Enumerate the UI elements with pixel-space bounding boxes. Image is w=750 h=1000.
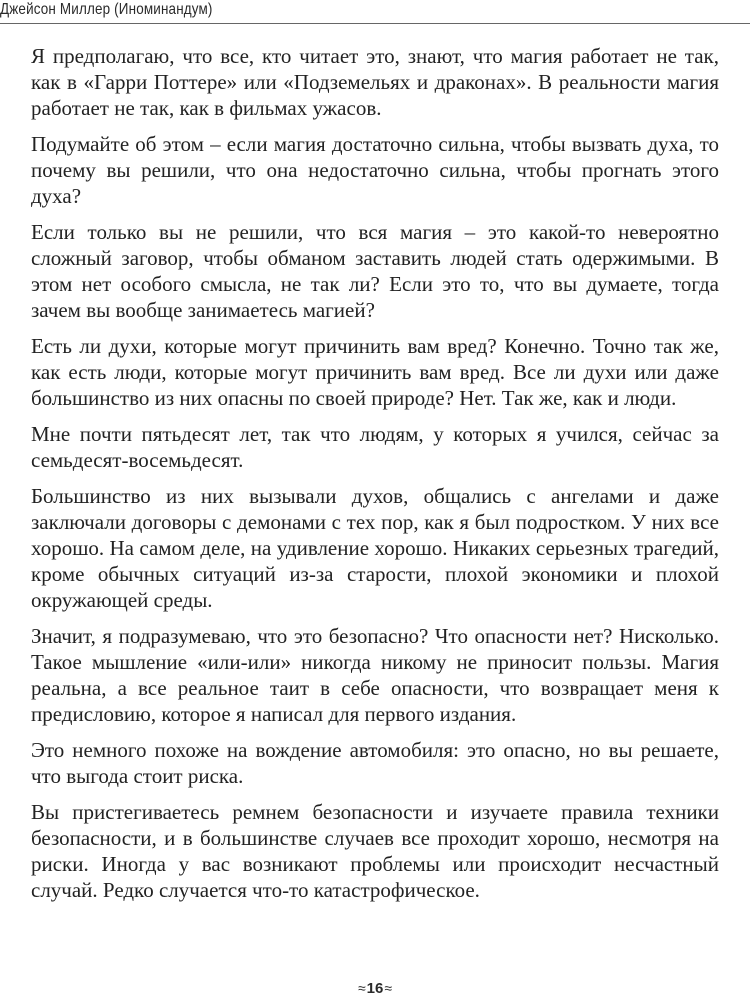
- body-text: [31, 43, 719, 913]
- running-header-title: Джейсон Миллер (Иноминандум): [0, 1, 213, 18]
- running-header: [0, 0, 750, 24]
- paragraph-3: Если только вы не решили, что вся магия – это какой-то невероятно сложный заговор, чтобы обманом заставить людей стать одержимыми. В этом нет особого смысла, не так ли? Если это то, что вы думаете, тогда зачем вы вообще занимаетесь магией?: [31, 220, 719, 322]
- page-number: 16: [366, 980, 384, 997]
- footer-ornament-right: ≈: [384, 980, 393, 996]
- paragraph-4: Есть ли духи, которые могут причинить вам вред? Конечно. Точно так же, как есть люди, которые могут причинить вам вред. Все ли духи или даже большинство из них опасны по своей природе? Нет. Так же, как и люди.: [31, 334, 719, 410]
- paragraph-6: Большинство из них вызывали духов, общались с ангелами и даже заключали договоры с демонами с тех пор, как я был подростком. У них все хорошо. На самом деле, на удивление хорошо. Никаких серьезных трагедий, кроме обычных ситуаций из-за старости, плохой экономики и плохой окружающей среды.: [31, 484, 719, 612]
- paragraph-7: Значит, я подразумеваю, что это безопасно? Что опасности нет? Нисколько. Такое мышление «или-или» никогда никому не приносит пользы. Магия реальна, а все реальное таит в себе опасности, что возвращает меня к предисловию, которое я написал для первого издания.: [31, 624, 719, 726]
- page-footer: [0, 978, 750, 1000]
- header-rule: [0, 23, 750, 24]
- paragraph-2: Подумайте об этом – если магия достаточно сильна, чтобы вызвать духа, то почему вы решили, что она недостаточно сильна, чтобы прогнать этого духа?: [31, 132, 719, 208]
- paragraph-5: Мне почти пятьдесят лет, так что людям, у которых я учился, сейчас за семьдесят-восемьдесят.: [31, 422, 719, 472]
- paragraph-1: Я предполагаю, что все, кто читает это, знают, что магия работает не так, как в «Гарри Поттере» или «Подземельях и драконах». В реальности магия работает не так, как в фильмах ужасов.: [31, 44, 719, 120]
- footer-ornament-left: ≈: [357, 980, 366, 996]
- paragraph-9: Вы пристегиваетесь ремнем безопасности и изучаете правила техники безопасности, и в большинстве случаев все проходит хорошо, несмотря на риски. Иногда у вас возникают проблемы или происходит несчастный случай. Редко случается что-то катастрофическое.: [31, 800, 719, 902]
- paragraph-8: Это немного похоже на вождение автомобиля: это опасно, но вы решаете, что выгода стоит риска.: [31, 738, 719, 788]
